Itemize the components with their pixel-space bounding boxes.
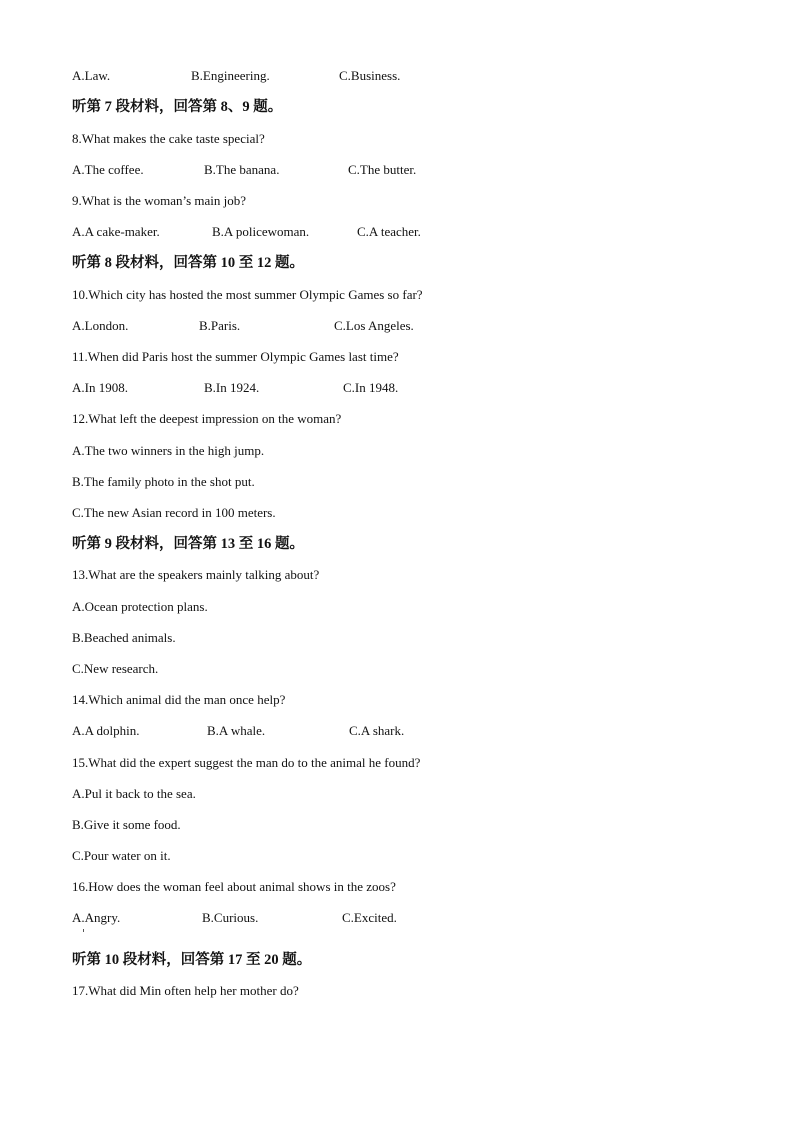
- option-line: A.Ocean protection plans.: [72, 599, 208, 614]
- option-a: A.Angry.: [72, 910, 121, 925]
- options-line-q10: [72, 316, 414, 336]
- stray-mark: [83, 929, 84, 932]
- option-line: B.Beached animals.: [72, 630, 176, 645]
- option-line: B.The family photo in the shot put.: [72, 474, 255, 489]
- option-line: B.Give it some food.: [72, 817, 181, 832]
- question-11: 11.When did Paris host the summer Olympic Games last time?: [72, 349, 399, 364]
- options-line-q11: [72, 378, 398, 398]
- option-b: B.In 1924.: [204, 380, 260, 395]
- options-line-q9: [72, 222, 421, 242]
- question-8: 8.What makes the cake taste special?: [72, 131, 265, 146]
- option-c: C.The butter.: [348, 162, 417, 177]
- options-line-q7: [72, 66, 400, 86]
- option-c: C.A teacher.: [357, 224, 421, 239]
- option-c: C.Excited.: [342, 910, 397, 925]
- option-a: A.The coffee.: [72, 162, 144, 177]
- section-heading-10: 听第 10 段材料，回答第 17 至 20 题。: [72, 952, 312, 968]
- option-line: C.Pour water on it.: [72, 848, 171, 863]
- options-line-q8: [72, 160, 416, 180]
- option-a: A.London.: [72, 318, 129, 333]
- section-heading-7: 听第 7 段材料，回答第 8、9 题。: [72, 99, 283, 115]
- option-c: C.A shark.: [349, 723, 405, 738]
- question-10: 10.Which city has hosted the most summer Olympic Games so far?: [72, 287, 423, 302]
- option-c: C.In 1948.: [343, 380, 399, 395]
- question-13: 13.What are the speakers mainly talking about?: [72, 567, 320, 582]
- options-line-q16: [72, 908, 397, 928]
- option-b: B.Paris.: [199, 318, 241, 333]
- options-line-q14: [72, 721, 404, 741]
- question-14: 14.Which animal did the man once help?: [72, 692, 286, 707]
- question-17: 17.What did Min often help her mother do?: [72, 983, 299, 998]
- option-a: A.In 1908.: [72, 380, 128, 395]
- option-a: A.A cake-maker.: [72, 224, 160, 239]
- question-12: 12.What left the deepest impression on the woman?: [72, 411, 342, 426]
- option-b: B.Curious.: [202, 910, 259, 925]
- question-9: 9.What is the woman’s main job?: [72, 193, 247, 208]
- option-b: B.A whale.: [207, 723, 266, 738]
- option-line: A.Pul it back to the sea.: [72, 786, 196, 801]
- section-heading-8: 听第 8 段材料，回答第 10 至 12 题。: [72, 255, 304, 271]
- option-line: C.New research.: [72, 661, 159, 676]
- section-heading-9: 听第 9 段材料，回答第 13 至 16 题。: [72, 536, 304, 552]
- option-a: A.Law.: [72, 68, 111, 83]
- option-b: B.A policewoman.: [212, 224, 310, 239]
- option-b: B.The banana.: [204, 162, 280, 177]
- question-15: 15.What did the expert suggest the man do to the animal he found?: [72, 755, 421, 770]
- question-16: 16.How does the woman feel about animal shows in the zoos?: [72, 879, 396, 894]
- option-c: C.Business.: [339, 68, 401, 83]
- option-b: B.Engineering.: [191, 68, 270, 83]
- option-c: C.Los Angeles.: [334, 318, 414, 333]
- option-a: A.A dolphin.: [72, 723, 140, 738]
- option-line: C.The new Asian record in 100 meters.: [72, 505, 276, 520]
- option-line: A.The two winners in the high jump.: [72, 443, 265, 458]
